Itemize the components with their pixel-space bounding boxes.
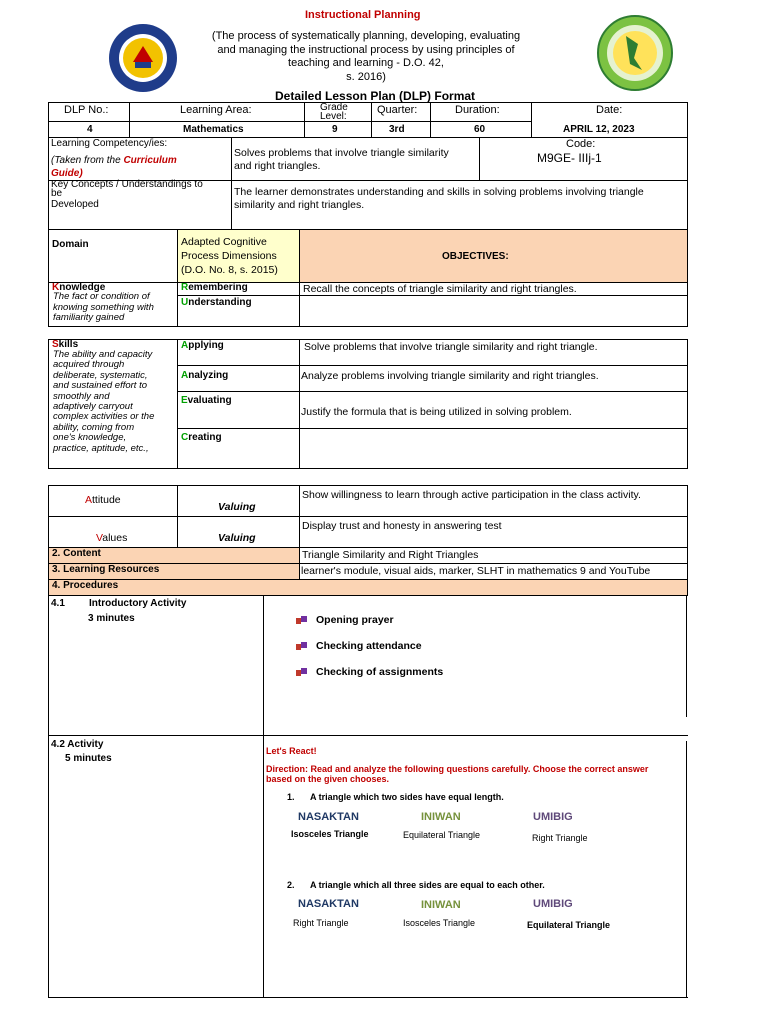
procedures-label: 4. Procedures — [52, 580, 119, 591]
date-label: Date: — [596, 104, 623, 116]
bullet-icon — [296, 668, 308, 678]
activity-direction: Direction: Read and analyze the following questions carefully. Choose the correct answer — [266, 764, 649, 774]
knowledge-description: The fact or condition of knowing something with familiarity gained — [53, 291, 154, 323]
competency-text-cell — [231, 137, 480, 181]
intro-time: 3 minutes — [88, 613, 135, 624]
content-value: Triangle Similarity and Right Triangles — [302, 549, 479, 561]
q1-answer-isosceles: Isosceles Triangle — [291, 829, 369, 839]
applying-objective: Solve problems that involve triangle similarity and right triangle. — [304, 341, 598, 353]
duration-value: 60 — [474, 124, 486, 135]
bullet-icon — [296, 616, 308, 626]
code-value: M9GE- IIIj-1 — [537, 151, 602, 165]
activity-time: 5 minutes — [65, 753, 112, 764]
key-concepts-label: Key Concepts / Understandings to be Developed — [51, 179, 203, 210]
understanding-level: Understanding — [181, 297, 252, 308]
grade-level-label: Grade Level: — [320, 102, 348, 122]
intro-item-assignments: Checking of assignments — [316, 666, 444, 678]
resources-label: 3. Learning Resources — [52, 564, 160, 575]
values-objective: Display trust and honesty in answering test — [302, 520, 502, 532]
document-title: Detailed Lesson Plan (DLP) Format — [275, 89, 476, 103]
q2-answer-equilateral: Equilateral Triangle — [527, 920, 611, 930]
remembering-objective: Recall the concepts of triangle similarity and right triangles. — [303, 283, 577, 295]
dlp-no-label: DLP No.: — [64, 104, 109, 116]
q1-answer-equilateral: Equilateral Triangle — [403, 830, 481, 840]
intro-item-prayer: Opening prayer — [316, 614, 394, 626]
duration-label: Duration: — [455, 104, 500, 116]
procedures-header-cell — [48, 579, 688, 596]
content-label: 2. Content — [52, 548, 101, 559]
quarter-value: 3rd — [389, 124, 405, 135]
q2-answer-right: Right Triangle — [293, 918, 349, 928]
skills-description: The ability and capacity acquired through deliberate, systematic, and sustained effort to smoothly and adaptively carryout complex activities or the ability, coming from one's knowledge, practice, aptitude, etc., — [53, 349, 155, 454]
activity-heading: Let's React! — [266, 746, 317, 756]
attitude-label: Attitude — [85, 494, 121, 506]
question-1-text: A triangle which two sides have equal length. — [310, 792, 504, 802]
date-value: APRIL 12, 2023 — [563, 124, 635, 135]
activity-label: 4.2 Activity — [51, 739, 104, 750]
q2-answer-isosceles: Isosceles Triangle — [403, 918, 476, 928]
knowledge-label: Knowledge — [52, 282, 106, 293]
intro-item-attendance: Checking attendance — [316, 640, 422, 652]
evaluating-objective: Justify the formula that is being utilized in solving problem. — [301, 406, 572, 418]
competency-text: Solves problems that involve triangle similarity — [234, 147, 449, 159]
quarter-label: Quarter: — [377, 104, 418, 116]
attitude-objective: Show willingness to learn through active participation in the class activity. — [302, 489, 641, 501]
header-description: (The process of systematically planning, developing, evaluating and managing the instructional process by using principles of teaching and learning - D.O. 42, s. 2016) — [211, 30, 521, 83]
learning-area-value: Mathematics — [183, 124, 244, 135]
q1-option-iniwan[interactable]: INIWAN — [421, 811, 461, 823]
acp-header: Adapted Cognitive Process Dimensions (D.O. No. 8, s. 2015) — [181, 236, 278, 276]
intro-number: 4.1 — [51, 598, 65, 609]
competency-label: Learning Competency/ies: — [51, 138, 168, 149]
learning-area-label: Learning Area: — [180, 104, 252, 116]
question-2-number: 2. — [287, 880, 295, 890]
analyzing-level: Analyzing — [181, 370, 229, 381]
question-2-text: A triangle which all three sides are equal to each other. — [310, 880, 545, 890]
q2-option-umibig[interactable]: UMIBIG — [533, 898, 573, 910]
analyzing-objective: Analyze problems involving triangle similarity and right triangles. — [301, 370, 599, 382]
domain-cell — [48, 229, 178, 283]
remembering-level: Remembering — [181, 282, 248, 293]
dlp-no-value: 4 — [87, 124, 93, 135]
skills-label: Skills — [52, 339, 79, 350]
question-1-number: 1. — [287, 792, 295, 802]
attitude-level: Valuing — [218, 501, 256, 513]
bullet-icon — [296, 642, 308, 652]
division-seal-icon — [596, 14, 674, 92]
creating-level: Creating — [181, 432, 222, 443]
domain-header: Domain — [52, 239, 89, 250]
key-concepts-text: The learner demonstrates understanding and skills in solving problems involving triangle — [234, 186, 644, 198]
applying-level: Applying — [181, 340, 224, 351]
curriculum-guide-note: (Taken from the Curriculum — [51, 155, 177, 166]
header-title: Instructional Planning — [305, 9, 421, 21]
evaluating-level: Evaluating — [181, 395, 232, 406]
grade-value: 9 — [332, 124, 338, 135]
code-label: Code: — [566, 138, 596, 150]
q1-answer-right: Right Triangle — [532, 833, 588, 843]
objectives-header: OBJECTIVES: — [442, 251, 509, 262]
resources-value: learner's module, visual aids, marker, SLHT in mathematics 9 and YouTube — [301, 565, 651, 577]
q1-option-nasaktan[interactable]: NASAKTAN — [298, 811, 359, 823]
q1-option-umibig[interactable]: UMIBIG — [533, 811, 573, 823]
values-level: Valuing — [218, 532, 256, 544]
intro-title: Introductory Activity — [89, 598, 187, 609]
q2-option-nasaktan[interactable]: NASAKTAN — [298, 898, 359, 910]
values-label: Values — [96, 532, 128, 544]
q2-option-iniwan[interactable]: INIWAN — [421, 899, 461, 911]
deped-seal-icon — [107, 22, 179, 94]
